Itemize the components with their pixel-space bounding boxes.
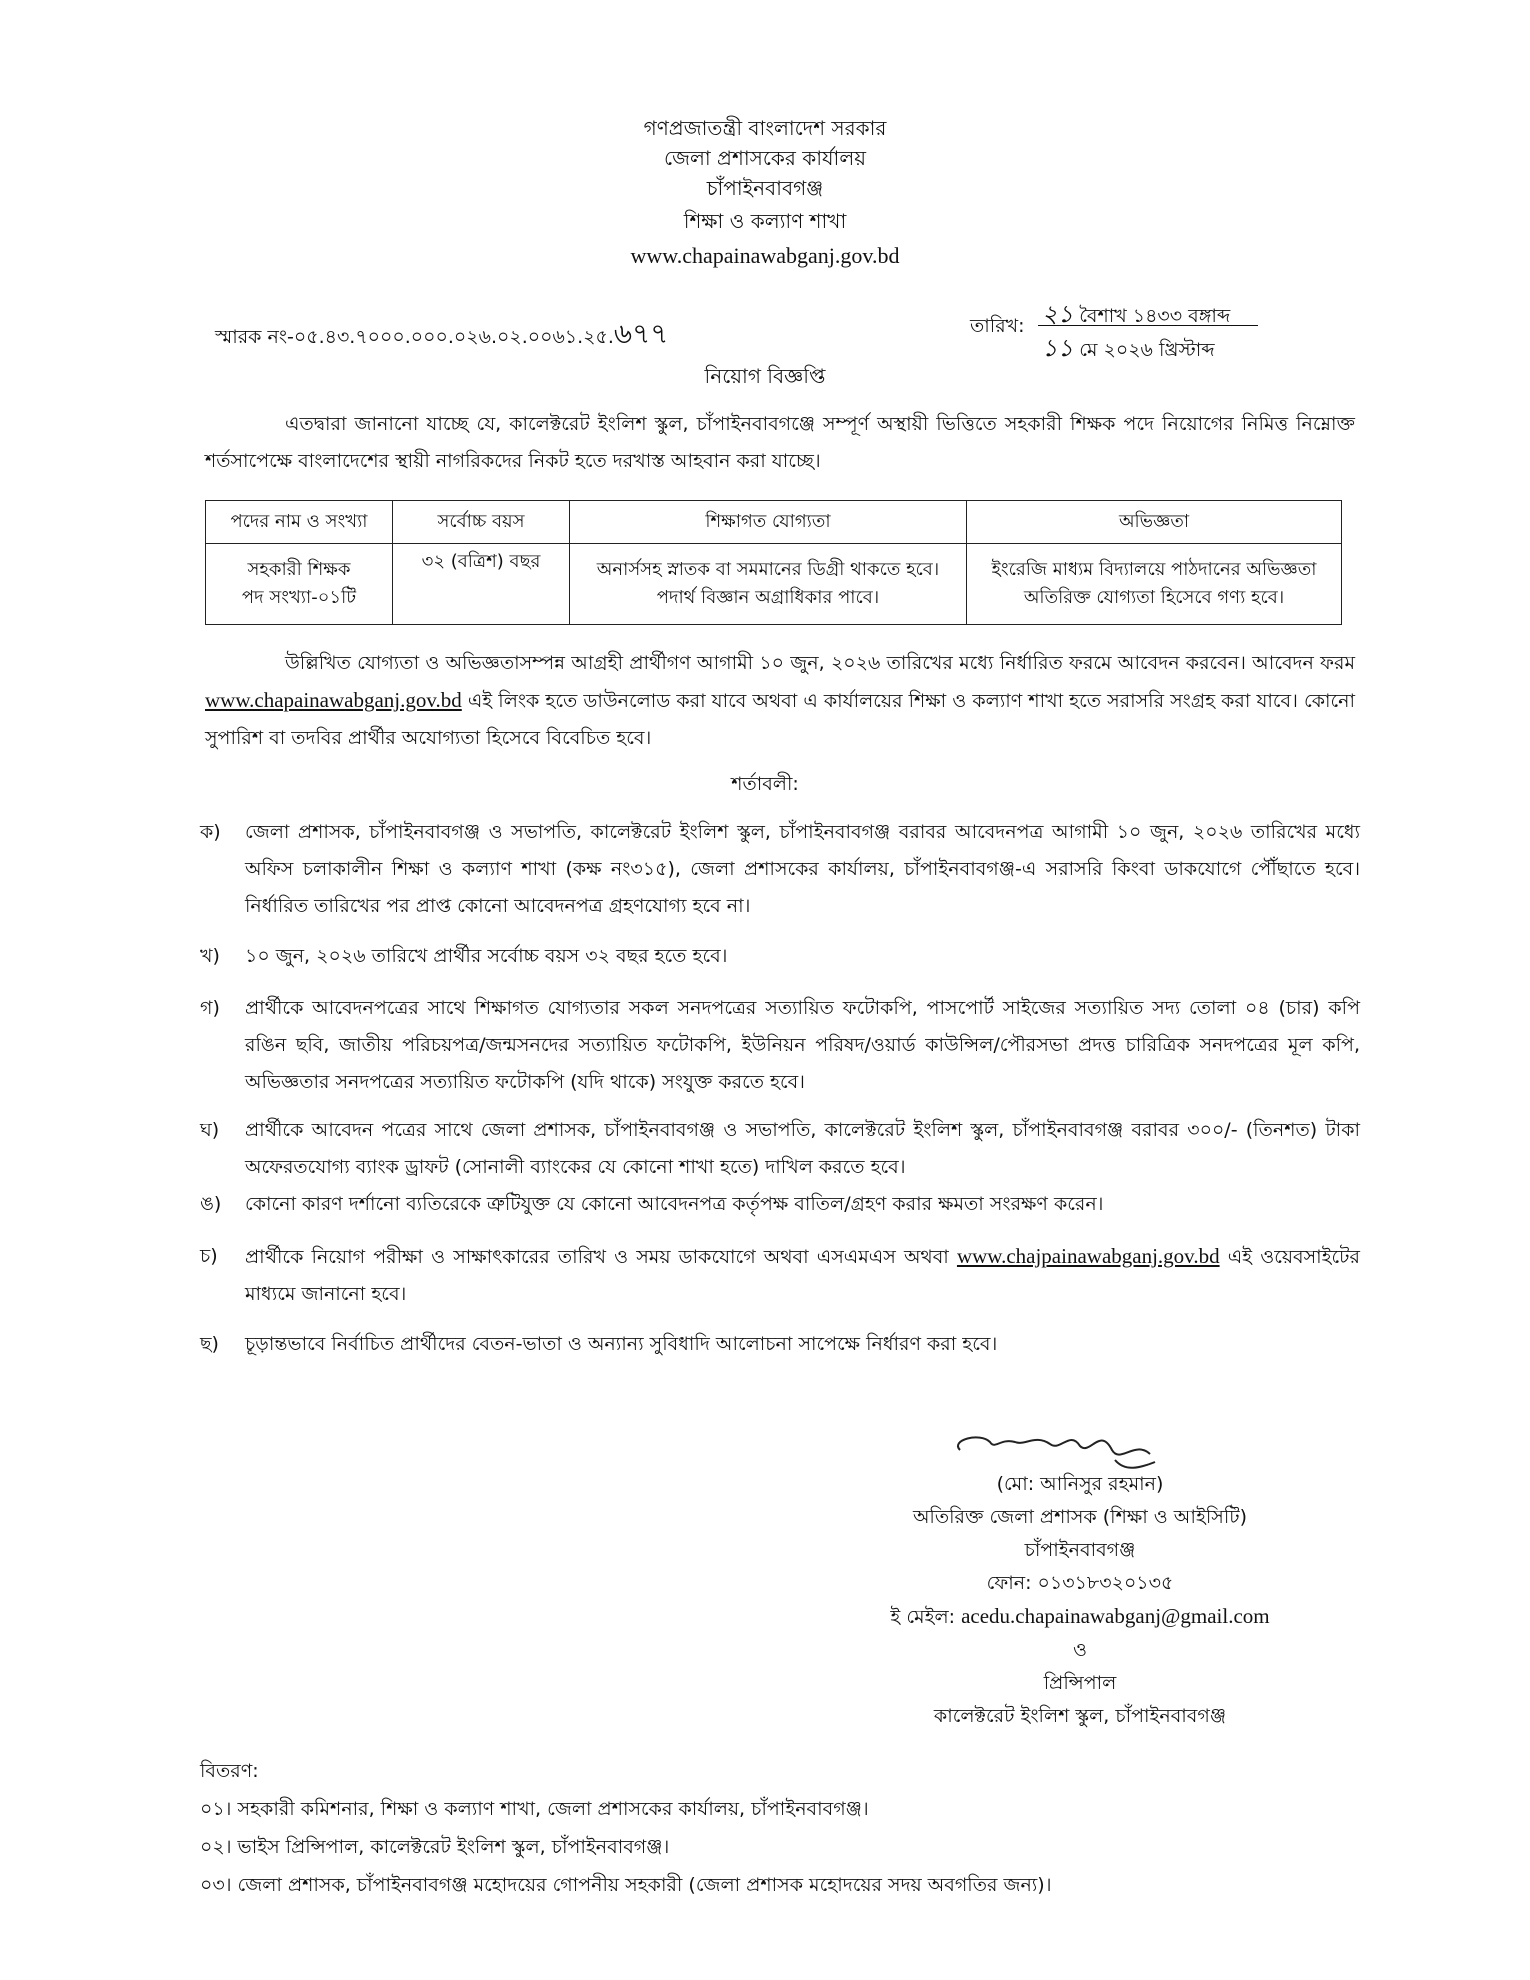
signatory-email[interactable]: acedu.chapainawabganj@gmail.com [961, 1604, 1270, 1628]
qualification-line2: পদার্থ বিজ্ঞান অগ্রাধিকার পাবে। [656, 587, 880, 608]
condition-website-link[interactable]: www.chajpainawabganj.gov.bd [956, 1244, 1220, 1268]
cell-age: ৩২ (বত্রিশ) বছর [393, 544, 570, 625]
date-divider [1038, 325, 1258, 326]
condition-marker: গ) [200, 997, 220, 1019]
signatory-name: (মো: আনিসুর রহমান) [996, 1473, 1164, 1495]
distribution-title: বিতরণ: [200, 1760, 259, 1782]
table-row [206, 544, 1342, 625]
condition-marker: ঘ) [200, 1119, 220, 1141]
table-header-qualification: শিক্ষাগত যোগ্যতা [570, 501, 967, 544]
experience-line1: ইংরেজি মাধ্যম বিদ্যালয়ে পাঠদানের অভিজ্ঞতা [991, 559, 1317, 580]
table-header-row [206, 501, 1342, 544]
condition-text: প্রার্থীকে আবেদনপত্রের সাথে শিক্ষাগত যোগ্যতার সকল সনদপত্রের সত্যায়িত ফটোকপি, পাসপোর্ট সাইজের সত্যায়িত সদ্য তোলা ০৪ (চার) কপি রঙিন ছবি, জাতীয় পরিচয়পত্র/জন্মসনদের সত্যায়িত ফটোকপি, ইউনিয়ন পরিষদ/ওয়ার্ড কাউন্সিল/পৌরসভা প্রদত্ত চারিত্রিক সনদপত্রের মূল কপি, অভিজ্ঞতার সনদপত্রের সত্যায়িত ফটোকপি (যদি থাকে) সংযুক্ত করতে হবে। [245, 997, 1360, 1093]
condition-text: ১০ জুন, ২০২৬ তারিখে প্রার্থীর সর্বোচ্চ বয়স ৩২ বছর হতে হবে। [245, 945, 728, 967]
post-count: পদ সংখ্যা-০১টি [241, 587, 357, 608]
govt-name: গণপ্রজাতন্ত্রী বাংলাদেশ সরকার [643, 116, 887, 140]
date-english-day: ১১ [1042, 334, 1074, 362]
district-name: চাঁপাইনবাবগঞ্জ [706, 176, 824, 200]
condition-gha [200, 1112, 1360, 1186]
cell-qualification [570, 544, 967, 625]
post-name: সহকারী শিক্ষক [247, 559, 351, 580]
condition-uma [200, 1186, 1360, 1223]
signatory-principal: প্রিন্সিপাল [1043, 1672, 1117, 1694]
apply-text-2: এই লিংক হতে ডাউনলোড করা যাবে অথবা এ কার্যালয়ের শিক্ষা ও কল্যাণ শাখা হতে সরাসরি সংগ্রহ করা যাবে। কোনো সুপারিশ বা তদবির প্রার্থীর অযোগ্যতা হিসেবে বিবেচিত হবে। [205, 690, 1355, 749]
condition-marker: ক) [200, 821, 221, 843]
condition-kha [200, 938, 1360, 975]
date-label: তারিখ: [970, 315, 1025, 337]
memo-label: স্মারক নং-০৫.৪৩.৭০০০.০০০.০২৬.০২.০০৬১.২৫. [215, 326, 614, 348]
distribution-item: ০২। ভাইস প্রিন্সিপাল, কালেক্টরেট ইংলিশ স্কুল, চাঁপাইনবাবগঞ্জ। [200, 1836, 670, 1858]
office-name: জেলা প্রশাসকের কার্যালয় [663, 146, 867, 170]
date-bangla-day: ২১ [1042, 300, 1074, 328]
signatory-district: চাঁপাইনবাবগঞ্জ [1024, 1539, 1136, 1561]
apply-website-link[interactable]: www.chapainawabganj.gov.bd [205, 688, 462, 712]
signatory-and: ও [1073, 1639, 1087, 1661]
condition-marker: চ) [200, 1245, 218, 1267]
condition-marker: ছ) [200, 1333, 219, 1355]
memo-number [215, 312, 669, 359]
condition-text: জেলা প্রশাসক, চাঁপাইনবাবগঞ্জ ও সভাপতি, কালেক্টরেট ইংলিশ স্কুল, চাঁপাইনবাবগঞ্জ বরাবর আবেদনপত্র আগামী ১০ জুন, ২০২৬ তারিখের মধ্যে অফিস চলাকালীন শিক্ষা ও কল্যাণ শাখা (কক্ষ নং৩১৫), জেলা প্রশাসকের কার্যালয়, চাঁপাইনবাবগঞ্জ-এ সরাসরি কিংবা ডাকযোগে পৌঁছাতে হবে। নির্ধারিত তারিখের পর প্রাপ্ত কোনো আবেদনপত্র গ্রহণযোগ্য হবে না। [245, 821, 1360, 917]
apply-text-1: উল্লিখিত যোগ্যতা ও অভিজ্ঞতাসম্পন্ন আগ্রহী প্রার্থীগণ আগামী ১০ জুন, ২০২৬ তারিখের মধ্যে নির্ধারিত ফরমে আবেদন করবেন। আবেদন ফরম [285, 652, 1355, 674]
table-header-experience: অভিজ্ঞতা [967, 501, 1342, 544]
condition-cha [200, 1238, 1360, 1313]
table-header-age: সর্বোচ্চ বয়স [393, 501, 570, 544]
signatory-email-line [760, 1600, 1400, 1634]
condition-text: কোনো কারণ দর্শানো ব্যতিরেকে ত্রুটিযুক্ত যে কোনো আবেদনপত্র কর্তৃপক্ষ বাতিল/গ্রহণ করার ক্ষমতা সংরক্ষণ করেন। [245, 1193, 1104, 1215]
date-english-rest: মে ২০২৬ খ্রিস্টাব্দ [1079, 339, 1215, 361]
signatory-block [760, 1468, 1400, 1733]
condition-ga [200, 990, 1360, 1101]
condition-ka [200, 814, 1360, 925]
intro-paragraph: এতদ্বারা জানানো যাচ্ছে যে, কালেক্টরেট ইংলিশ স্কুল, চাঁপাইনবাবগঞ্জে সম্পূর্ণ অস্থায়ী ভিত্তিতে সহকারী শিক্ষক পদে নিয়োগের নিমিত্ত নিম্নোক্ত শর্তসাপেক্ষে বাংলাদেশের স্থায়ী নাগরিকদের নিকট হতে দরখাস্ত আহবান করা যাচ্ছে। [205, 413, 1355, 472]
date-bangla-rest: বৈশাখ ১৪৩৩ বঙ্গাব্দ [1079, 305, 1231, 327]
condition-text: প্রার্থীকে আবেদন পত্রের সাথে জেলা প্রশাসক, চাঁপাইনবাবগঞ্জ ও সভাপতি, কালেক্টরেট ইংলিশ স্কুল, চাঁপাইনবাবগঞ্জ বরাবর ৩০০/- (তিনশত) টাকা অফেরতযোগ্য ব্যাংক ড্রাফট (সোনালী ব্যাংকের যে কোনো শাখা হতে) দাখিল করতে হবে। [245, 1119, 1360, 1178]
condition-chha [200, 1326, 1360, 1363]
distribution-item: ০১। সহকারী কমিশনার, শিক্ষা ও কল্যাণ শাখা, জেলা প্রশাসকের কার্যালয়, চাঁপাইনবাবগঞ্জ। [200, 1798, 869, 1820]
condition-text: চূড়ান্তভাবে নির্বাচিত প্রার্থীদের বেতন-ভাতা ও অন্যান্য সুবিধাদি আলোচনা সাপেক্ষে নির্ধারণ করা হবে। [245, 1333, 998, 1355]
condition-text [245, 1238, 1360, 1313]
qualification-line1: অনার্সসহ স্নাতক বা সমমানের ডিগ্রী থাকতে হবে। [596, 559, 940, 580]
cell-post [206, 544, 393, 625]
table-header-post: পদের নাম ও সংখ্যা [206, 501, 393, 544]
distribution-block [200, 1752, 1052, 1904]
notice-title: নিয়োগ বিজ্ঞপ্তি [704, 364, 826, 388]
cell-experience [967, 544, 1342, 625]
signatory-school: কালেক্টরেট ইংলিশ স্কুল, চাঁপাইনবাবগঞ্জ [933, 1705, 1227, 1727]
signatory-phone: ফোন: ০১৩১৮৩২০১৩৫ [986, 1572, 1174, 1594]
signatory-designation: অতিরিক্ত জেলা প্রশাসক (শিক্ষা ও আইসিটি) [912, 1506, 1248, 1528]
section-name: শিক্ষা ও কল্যাণ শাখা [683, 209, 847, 233]
condition-text-part1: প্রার্থীকে নিয়োগ পরীক্ষা ও সাক্ষাৎকারের তারিখ ও সময় ডাকযোগে অথবা এসএমএস অথবা [245, 1246, 957, 1268]
memo-handwritten-number: ৬৭৭ [613, 317, 669, 350]
distribution-item: ০৩। জেলা প্রশাসক, চাঁপাইনবাবগঞ্জ মহোদয়ের গোপনীয় সহকারী (জেলা প্রশাসক মহোদয়ের সদয় অবগতির জন্য)। [200, 1874, 1052, 1896]
experience-line2: অতিরিক্ত যোগ্যতা হিসেবে গণ্য হবে। [1023, 587, 1285, 608]
header-website[interactable]: www.chapainawabganj.gov.bd [630, 243, 900, 268]
signatory-email-label: ই মেইল: [890, 1606, 962, 1628]
condition-text-part2: এই ওয়েবসাইটের মাধ্যমে জানানো হবে। [245, 1246, 1360, 1305]
condition-marker: খ) [200, 945, 220, 967]
conditions-title: শর্তাবলী: [731, 773, 799, 795]
condition-marker: ঙ) [200, 1193, 222, 1215]
posts-table [205, 500, 1342, 625]
apply-paragraph [205, 645, 1355, 757]
